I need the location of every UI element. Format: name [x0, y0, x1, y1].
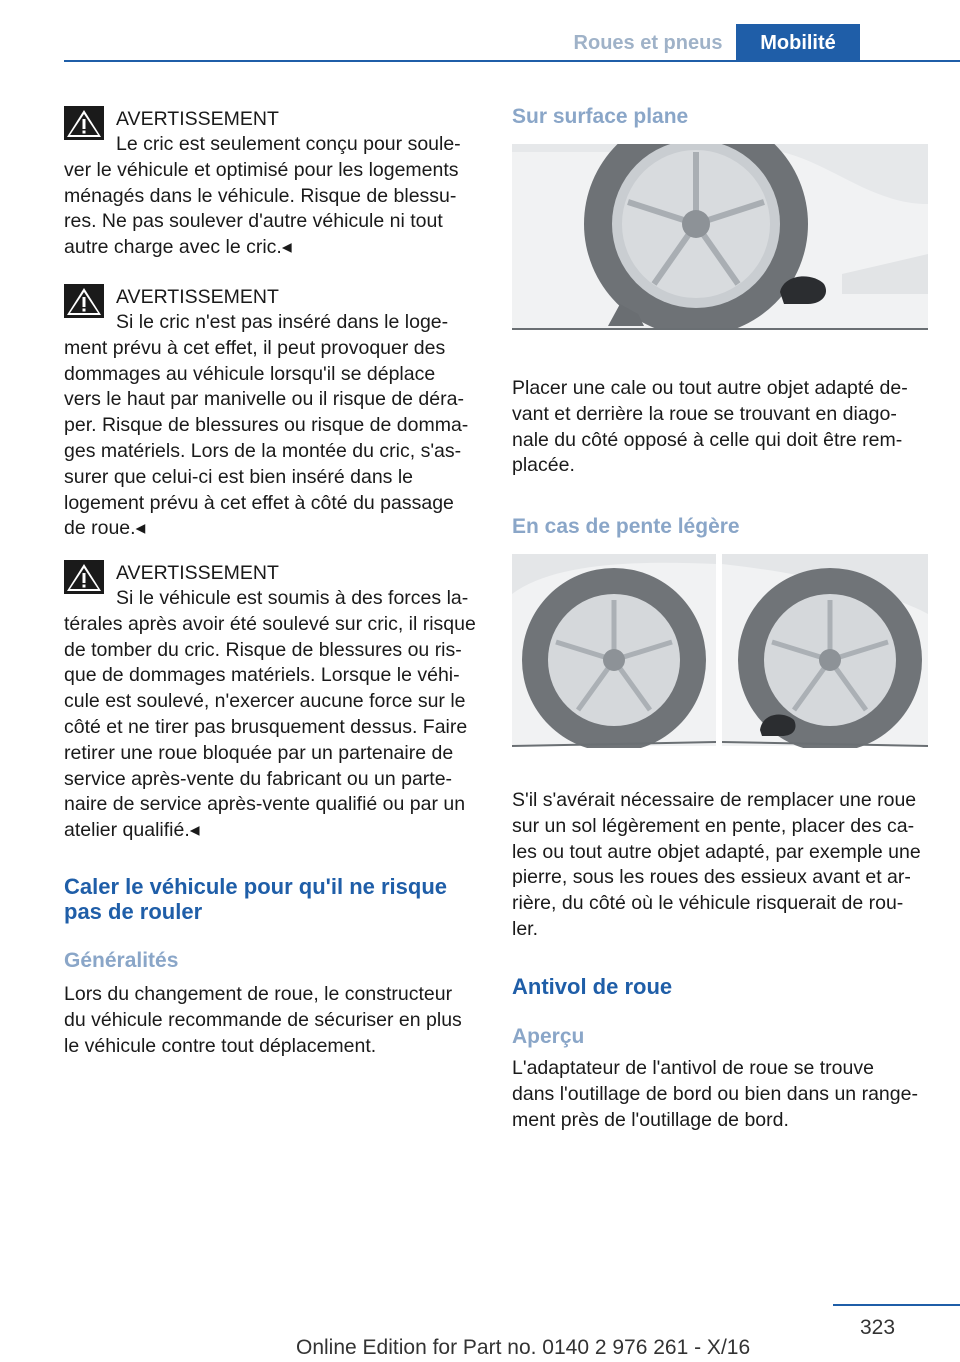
flat-surface-paragraph: Placer une cale ou tout autre objet adapté de- vant et derrière la roue se trouvant en diago- nale du côté opposé à celle qui doit être rem- placée. [512, 377, 908, 477]
figure-slight-slope [512, 554, 928, 748]
header-chapter-tab: Mobilité [736, 24, 860, 62]
figure-flat-surface [512, 144, 928, 330]
warning-title: AVERTISSEMENT [116, 562, 279, 584]
warning-title: AVERTISSEMENT [116, 108, 279, 130]
footer-edition: Online Edition for Part no. 0140 2 976 261 - X/16 [296, 1336, 751, 1359]
wheel-chocked-illustration [512, 144, 928, 328]
warning-text: Le cric est seulement conçu pour soule- ver le véhicule et optimisé pour les logements ménagés dans le véhicule. Risque de blessu- res. Ne pas soulever d'autre véhicule ni tout autre charge avec le cric.◂ [64, 133, 461, 259]
subsection-heading: Généralités [64, 949, 179, 972]
subsection-heading-overview: Aperçu [512, 1025, 585, 1048]
general-paragraph: Lors du changement de roue, le constructeur du véhicule recommande de sécuriser en plus le véhicule contre tout déplacement. [64, 983, 462, 1057]
warning-text: Si le véhicule est soumis à des forces la- térales après avoir été soulevé sur cric, il risque de tomber du cric. Risque de blessures ou ris- que de dommages matériels. Lorsque le véhi- cule est soulevé, n'exercer aucune force sur le côté et ne tirer pas brusquement dessus. Faire retirer une roue bloquée par un partenaire de service après-vente du fabricant ou un parte- naire de service après-vente qualifié ou par un atelier qualifié.◂ [64, 587, 476, 842]
warning-text: Si le cric n'est pas inséré dans le loge- ment prévu à cet effet, il peut provoquer des dommages au véhicule lorsqu'il se déplace vers le haut par manivelle ou il risque de déra- per. Risque de blessures ou risque de domma- ges matériels. Lors de la montée du cric, s'as- surer que celui-ci est bien inséré dans le logement prévu à cet effet à côté du passage de roue.◂ [64, 311, 469, 540]
footer-rule [833, 1304, 960, 1306]
section-heading-wheel-lock: Antivol de roue [512, 974, 673, 999]
slope-paragraph: S'il s'avérait nécessaire de remplacer une roue sur un sol légèrement en pente, placer des ca- les ou tout autre objet adapté, par exemple une pierre, sous les roues des essieux avant et ar- rière, du côté où le véhicule risquerait de rou- ler. [512, 789, 921, 940]
header-rule [64, 60, 960, 62]
wheel-lock-paragraph: L'adaptateur de l'antivol de roue se trouve dans l'outillage de bord ou bien dans un range- ment près de l'outillage de bord. [512, 1057, 918, 1131]
subsection-heading-slope: En cas de pente légère [512, 515, 740, 538]
front-rear-wheel-illustration [512, 554, 928, 748]
warning-title: AVERTISSEMENT [116, 286, 279, 308]
page-number: 323 [860, 1316, 896, 1339]
section-heading: Caler le véhicule pour qu'il ne risque pas de rouler [64, 874, 448, 924]
subsection-heading-flat: Sur surface plane [512, 105, 689, 128]
header-section-label: Roues et pneus [573, 32, 723, 54]
